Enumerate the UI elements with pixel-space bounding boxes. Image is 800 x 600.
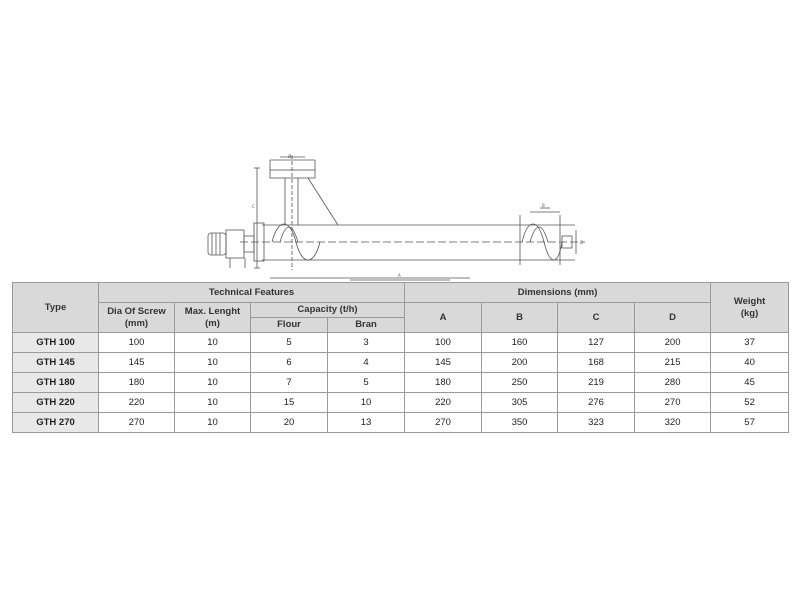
cell-max-length: 10 [175, 333, 251, 353]
dim-label-bottom: A [398, 273, 401, 278]
table-row [13, 333, 789, 353]
screw-conveyor-drawing [200, 150, 600, 285]
cell-dia-of-screw: 145 [99, 353, 175, 373]
cell-dim-c: 168 [558, 353, 635, 373]
cell-dim-c: 276 [558, 393, 635, 413]
cell-max-length: 10 [175, 393, 251, 413]
technical-spec-table [12, 282, 789, 433]
cell-dim-b: 305 [482, 393, 558, 413]
cell-dim-d: 280 [635, 373, 711, 393]
cell-capacity-flour: 7 [251, 373, 328, 393]
cell-dia-of-screw: 100 [99, 333, 175, 353]
cell-weight: 37 [711, 333, 789, 353]
table-body [13, 333, 789, 433]
cell-type: GTH 100 [13, 333, 99, 353]
cell-dim-a: 145 [405, 353, 482, 373]
header-dia-of-screw [99, 303, 175, 333]
cell-dim-d: 270 [635, 393, 711, 413]
header-dim-b: B [482, 303, 558, 333]
cell-weight: 40 [711, 353, 789, 373]
cell-dim-a: 270 [405, 413, 482, 433]
header-weight-unit: (kg) [740, 307, 759, 319]
header-dia-label: Dia Of Screw [107, 305, 166, 317]
cell-dim-b: 350 [482, 413, 558, 433]
cell-capacity-bran: 3 [328, 333, 405, 353]
dim-label-right: B [542, 203, 545, 208]
header-dim-d: D [635, 303, 711, 333]
cell-dim-b: 250 [482, 373, 558, 393]
header-max-length-unit: (m) [205, 317, 220, 329]
cell-dia-of-screw: 220 [99, 393, 175, 413]
dim-label-side: D [580, 240, 584, 245]
cell-dim-c: 219 [558, 373, 635, 393]
dim-label-top: Ø [288, 154, 292, 159]
header-dim-c: C [558, 303, 635, 333]
table-row [13, 373, 789, 393]
cell-dim-c: 323 [558, 413, 635, 433]
header-weight-label: Weight [733, 295, 766, 307]
cell-weight: 45 [711, 373, 789, 393]
cell-capacity-bran: 5 [328, 373, 405, 393]
cell-type: GTH 220 [13, 393, 99, 413]
cell-capacity-bran: 13 [328, 413, 405, 433]
cell-dia-of-screw: 270 [99, 413, 175, 433]
header-capacity: Capacity (t/h) [251, 303, 405, 318]
cell-max-length: 10 [175, 353, 251, 373]
header-max-length [175, 303, 251, 333]
cell-type: GTH 270 [13, 413, 99, 433]
header-technical-features: Technical Features [99, 283, 405, 303]
cell-type: GTH 180 [13, 373, 99, 393]
cell-dim-d: 320 [635, 413, 711, 433]
header-type: Type [13, 283, 99, 333]
header-max-length-label: Max. Lenght [184, 305, 241, 317]
cell-capacity-bran: 10 [328, 393, 405, 413]
cell-capacity-flour: 6 [251, 353, 328, 373]
cell-capacity-flour: 5 [251, 333, 328, 353]
cell-dim-d: 215 [635, 353, 711, 373]
cell-dim-d: 200 [635, 333, 711, 353]
cell-dim-a: 220 [405, 393, 482, 413]
cell-capacity-bran: 4 [328, 353, 405, 373]
cell-type: GTH 145 [13, 353, 99, 373]
cell-weight: 57 [711, 413, 789, 433]
header-bran: Bran [328, 318, 405, 333]
table-row [13, 353, 789, 373]
cell-max-length: 10 [175, 373, 251, 393]
table-row [13, 393, 789, 413]
cell-dim-c: 127 [558, 333, 635, 353]
cell-dim-a: 100 [405, 333, 482, 353]
cell-weight: 52 [711, 393, 789, 413]
header-dimensions: Dimensions (mm) [405, 283, 711, 303]
cell-max-length: 10 [175, 413, 251, 433]
table-row [13, 413, 789, 433]
cell-dim-b: 160 [482, 333, 558, 353]
dim-label-left: C [252, 204, 255, 209]
header-weight [711, 283, 789, 333]
cell-dim-a: 180 [405, 373, 482, 393]
cell-capacity-flour: 15 [251, 393, 328, 413]
cell-dia-of-screw: 180 [99, 373, 175, 393]
cell-capacity-flour: 20 [251, 413, 328, 433]
header-dia-unit: (mm) [124, 317, 149, 329]
cell-dim-b: 200 [482, 353, 558, 373]
header-flour: Flour [251, 318, 328, 333]
header-dim-a: A [405, 303, 482, 333]
